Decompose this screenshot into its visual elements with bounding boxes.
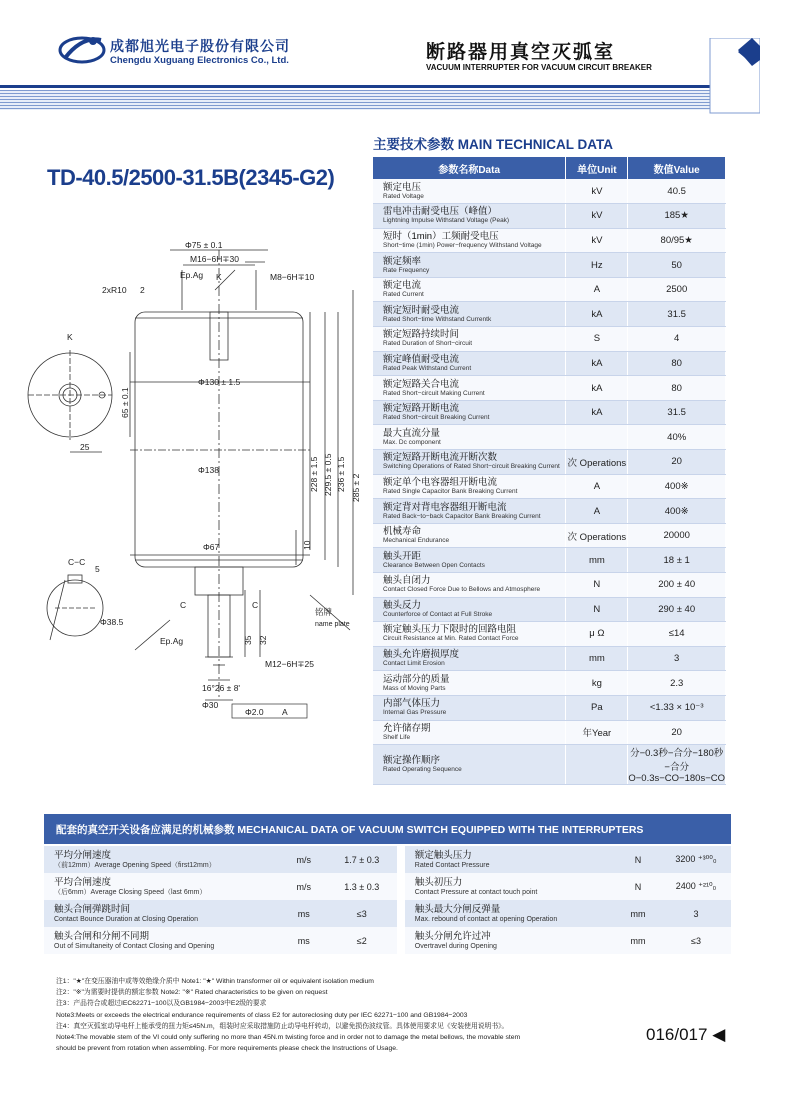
diamond-decoration-icon: [700, 38, 760, 118]
note-line: Note3:Meets or exceeds the electrical endurance requirements of class E2 for autoreclosing duty per IEC 62271−100 and GB1984−2003: [56, 1011, 468, 1019]
param-cell: [373, 695, 566, 720]
unit-cell: Hz: [566, 253, 628, 278]
param-en: Switching Operations of Rated Short−circuit Breaking Current: [383, 463, 560, 471]
unit-cell: Pa: [566, 695, 628, 720]
param-cell: [373, 179, 566, 204]
value-cell: 50: [628, 253, 726, 278]
company-name-cn: 成都旭光电子股份有限公司: [110, 38, 290, 54]
dim-phi38: Φ38.5: [100, 617, 124, 627]
param-cn: 运动部分的质量: [383, 673, 450, 685]
param-en: Circuit Resistance at Min. Rated Contact Force: [383, 635, 519, 643]
param-cn: 额定短路开断电流开断次数: [383, 452, 498, 464]
value-cell: 80/95★: [628, 228, 726, 253]
unit-cell: A: [566, 499, 628, 524]
mech-value: ≤2: [327, 927, 397, 954]
param-cell: [373, 327, 566, 352]
unit-cell: S: [566, 327, 628, 352]
param-en: Contact Limit Erosion: [383, 660, 445, 668]
param-cn: 触头反力: [383, 599, 422, 611]
table-row: [373, 523, 726, 548]
param-en: Rated Duration of Short−circuit: [383, 340, 473, 348]
dim-65: 65 ± 0.1: [120, 387, 130, 418]
table-row: [373, 425, 726, 450]
value-cell: 400※: [628, 499, 726, 524]
param-cn: 内部气体压力: [383, 698, 441, 710]
param-cn: 触头允许磨损厚度: [383, 649, 460, 661]
mechanical-data-table: [44, 846, 731, 954]
mech-en: Contact Bounce Duration at Closing Operation: [54, 915, 198, 923]
param-cell: [373, 745, 566, 785]
unit-cell: 年Year: [566, 720, 628, 745]
unit-cell: N: [566, 597, 628, 622]
unit-cell: kg: [566, 671, 628, 696]
param-cell: [373, 499, 566, 524]
param-cn: 触头自闭力: [383, 575, 431, 587]
mech-en: （后6mm）Average Closing Speed（last 6mm）: [54, 888, 207, 896]
param-cell: [373, 376, 566, 401]
mech-param-right: [405, 927, 615, 954]
value-cell: 20000: [628, 523, 726, 548]
mech-unit: ms: [281, 900, 327, 927]
unit-cell: kA: [566, 302, 628, 327]
param-cn: 最大直流分量: [383, 427, 441, 439]
param-cn: 短时（1min）工频耐受电压: [383, 230, 499, 242]
param-en: Internal Gas Pressure: [383, 709, 447, 717]
mech-value: 3: [661, 900, 731, 927]
dim-25: 25: [80, 442, 90, 452]
note-line: 注2："※"为需要时提供的额定参数 Note2: "※" Rated characteristics to be given on request: [56, 989, 328, 997]
value-cell: 18 ± 1: [628, 548, 726, 573]
mech-cn: 触头初压力: [414, 876, 463, 888]
header-divider: [0, 85, 720, 88]
param-cell: [373, 253, 566, 278]
param-en: Short−time (1min) Power−frequency Withstand Voltage: [383, 241, 542, 249]
param-cell: [373, 671, 566, 696]
mech-param-left: [44, 846, 281, 873]
param-cn: 允许储存期: [383, 722, 431, 734]
mark-k-left: K: [67, 332, 73, 342]
param-en: Contact Closed Force Due to Bellows and Atmosphere: [383, 586, 541, 594]
mech-param-left: [44, 900, 281, 927]
mech-unit: m/s: [281, 873, 327, 900]
table-row: [373, 253, 726, 278]
param-cell: [373, 425, 566, 450]
table-row: [373, 720, 726, 745]
param-cell: [373, 450, 566, 475]
mech-unit: N: [615, 846, 661, 873]
value-cell: 31.5: [628, 400, 726, 425]
param-cn: 额定电流: [383, 280, 422, 292]
param-en: Rated Short−circuit Breaking Current: [383, 414, 490, 422]
table-row: [373, 622, 726, 647]
dim-10: 10: [302, 540, 312, 550]
dim-phi67: Φ67: [203, 542, 220, 552]
param-en: Max. Dc component: [383, 438, 441, 446]
param-en: Rated Operating Sequence: [383, 766, 462, 774]
mech-en: Max. rebound of contact at opening Operation: [414, 915, 558, 923]
dim-m8: M8−6H∓10: [270, 272, 315, 282]
unit-cell: mm: [566, 646, 628, 671]
value-cell: 400※: [628, 474, 726, 499]
param-en: Rated Short−time Withstand Currentk: [383, 315, 492, 323]
mech-unit: ms: [281, 927, 327, 954]
param-cell: [373, 474, 566, 499]
unit-cell: [566, 745, 628, 785]
param-cn: 额定操作顺序: [383, 755, 441, 767]
nameplate-cn: 铭牌: [315, 607, 333, 617]
dim-phi30: Φ30: [202, 700, 219, 710]
value-cell: <1.33 × 10⁻³: [628, 695, 726, 720]
param-en: Shelf Life: [383, 733, 411, 741]
mech-value: ≤3: [661, 927, 731, 954]
param-cell: [373, 228, 566, 253]
header: [0, 0, 800, 118]
table-row: [44, 873, 731, 900]
unit-cell: kA: [566, 351, 628, 376]
value-cell: 31.5: [628, 302, 726, 327]
mech-cn: 触头合闸弹跳时间: [54, 903, 131, 915]
mech-value: 2400 ⁺²¹⁰₀: [661, 873, 731, 900]
table-row: [373, 376, 726, 401]
section-cc-label: C−C: [68, 557, 86, 567]
mark-c-left: C: [180, 600, 187, 610]
unit-cell: kA: [566, 400, 628, 425]
main-data-title: 主要技术参数 MAIN TECHNICAL DATA: [373, 137, 613, 152]
table-row: [373, 745, 726, 785]
mech-param-right: [405, 873, 615, 900]
note-line: Note4:The movable stem of the VI could only suffering no more than 45N.m twisting force and in order not to damage the metal bellows, the movable stem: [56, 1034, 521, 1042]
param-cell: [373, 646, 566, 671]
mech-unit: m/s: [281, 846, 327, 873]
param-en: Rated Short−circuit Making Current: [383, 389, 485, 397]
dim-phi130: Φ130 ± 1.5: [198, 377, 241, 387]
dim-m16: M16−6H∓30: [190, 254, 239, 264]
param-en: Mechanical Endurance: [383, 537, 450, 545]
unit-cell: A: [566, 277, 628, 302]
param-en: Rated Peak Withstand Current: [383, 364, 472, 372]
dim-35: 35: [243, 635, 253, 645]
value-cell: 290 ± 40: [628, 597, 726, 622]
table-row: [373, 671, 726, 696]
table-row: [373, 597, 726, 622]
value-cell: ≤14: [628, 622, 726, 647]
param-en: Counterforce of Contact at Full Stroke: [383, 610, 493, 618]
dim-phi138: Φ138: [198, 465, 219, 475]
mech-param-left: [44, 873, 281, 900]
note-line: 注4：真空灭弧室动导电杆上能承受的扭力矩≤45N.m，组装时应采取措施防止动导电杆转动，以避免损伤波纹管。具体使用要求见《安装使用说明书》。: [56, 1022, 509, 1030]
table-row: [373, 400, 726, 425]
company-name-en: Chengdu Xuguang Electronics Co., Ltd.: [110, 55, 289, 66]
dim-32: 32: [258, 635, 268, 645]
table-row: [44, 900, 731, 927]
param-cn: 额定触头压力下限时的回路电阻: [383, 624, 517, 636]
param-cell: [373, 622, 566, 647]
param-cell: [373, 548, 566, 573]
title-cn: 断路器用真空灭弧室: [426, 42, 616, 63]
note-line: 注1："★"在变压器油中或等效绝缘介质中 Note1: "★" Within transformer oil or equivalent isolation medium: [56, 978, 374, 985]
value-cell: 20: [628, 720, 726, 745]
mark-c-right: C: [252, 600, 259, 610]
table-row: [373, 351, 726, 376]
param-cn: 额定短路开断电流: [383, 403, 460, 415]
unit-cell: kA: [566, 376, 628, 401]
value-cell: 2500: [628, 277, 726, 302]
table-row: [373, 179, 726, 204]
dim-2: 2: [140, 285, 145, 295]
mech-value: 1.7 ± 0.3: [327, 846, 397, 873]
param-cell: [373, 277, 566, 302]
table-row: [373, 548, 726, 573]
tolerance-value: Φ2.0: [245, 707, 264, 717]
company-logo-icon: [57, 32, 107, 68]
table-row: [373, 450, 726, 475]
param-en: Lightning Impulse Withstand Voltage (Peak): [383, 217, 510, 225]
col-name: 参数名称Data: [373, 157, 566, 179]
triangle-left-icon: ◀: [712, 1025, 726, 1044]
param-cell: [373, 573, 566, 598]
tolerance-datum: A: [282, 707, 288, 717]
param-cn: 额定频率: [383, 255, 422, 267]
header-stripe: [0, 90, 720, 110]
mark-k-top: K: [216, 272, 222, 282]
value-cell: 40%: [628, 425, 726, 450]
value-cell: 80: [628, 376, 726, 401]
table-row: [373, 474, 726, 499]
unit-cell: [566, 425, 628, 450]
param-en: Rated Back−to−back Capacitor Bank Breaking Current: [383, 512, 541, 520]
value-cell: 2.3: [628, 671, 726, 696]
unit-cell: kV: [566, 179, 628, 204]
param-cn: 额定短路持续时间: [383, 329, 460, 341]
table-row: [373, 204, 726, 229]
dim-5: 5: [95, 564, 100, 574]
param-cn: 额定峰值耐受电流: [383, 353, 460, 365]
param-en: Rated Single Capacitor Bank Breaking Current: [383, 487, 518, 495]
unit-cell: mm: [566, 548, 628, 573]
unit-cell: kV: [566, 204, 628, 229]
value-cell: 20: [628, 450, 726, 475]
param-en: Rated Current: [383, 291, 424, 299]
dim-phi75: Φ75 ± 0.1: [185, 240, 223, 250]
model-number: TD-40.5/2500-31.5B(2345-G2): [47, 165, 335, 190]
nameplate-en: name plate: [315, 621, 350, 628]
param-en: Mass of Moving Parts: [383, 684, 446, 692]
value-cell: 200 ± 40: [628, 573, 726, 598]
param-cn: 触头开距: [383, 550, 422, 562]
mech-value: 1.3 ± 0.3: [327, 873, 397, 900]
mech-param-right: [405, 900, 615, 927]
param-cell: [373, 523, 566, 548]
main-technical-table: [373, 157, 726, 785]
mech-unit: mm: [615, 927, 661, 954]
table-row: [373, 327, 726, 352]
col-unit: 单位Unit: [566, 157, 628, 179]
unit-cell: 次 Operations: [566, 523, 628, 548]
dim-epag-bottom: Ep.Ag: [160, 636, 184, 646]
mech-param-left: [44, 927, 281, 954]
dim-228: 228 ± 1.5: [309, 456, 319, 492]
param-cn: 额定背对背电容器组开断电流: [383, 501, 507, 513]
note-line: 注3：产品符合或超过IEC62271−100以及GB1984−2003中E2级的要求: [56, 1000, 267, 1008]
mech-en: Rated Contact Pressure: [414, 861, 490, 869]
mech-unit: N: [615, 873, 661, 900]
table-row: [373, 228, 726, 253]
mech-unit: mm: [615, 900, 661, 927]
param-cell: [373, 204, 566, 229]
mech-en: Out of Simultaneity of Contact Closing and Opening: [54, 942, 215, 950]
page-number: 016/017 ◀: [646, 1025, 726, 1044]
param-cell: [373, 351, 566, 376]
param-en: Clearance Between Open Contacts: [383, 561, 485, 569]
col-value: 数值Value: [628, 157, 726, 179]
dim-285: 285 ± 2: [351, 473, 361, 502]
unit-cell: kV: [566, 228, 628, 253]
param-en: Rated Voltage: [383, 192, 424, 200]
technical-drawing: [20, 220, 370, 720]
value-cell: 4: [628, 327, 726, 352]
table-row: [373, 499, 726, 524]
mech-cn: 平均合闸速度: [54, 876, 112, 888]
mech-cn: 触头最大分闸反弹量: [414, 903, 501, 915]
note-line: should be prevent from rotation when assembling. For more requirements please check the Instructions of Usage.: [56, 1045, 398, 1053]
title-en: VACUUM INTERRUPTER FOR VACUUM CIRCUIT BREAKER: [426, 63, 652, 72]
unit-cell: μ Ω: [566, 622, 628, 647]
param-cn: 机械寿命: [383, 526, 422, 538]
table-row: [373, 646, 726, 671]
unit-cell: A: [566, 474, 628, 499]
dim-229: 229.5 ± 0.5: [323, 453, 333, 496]
value-cell: 3: [628, 646, 726, 671]
mech-en: Contact Pressure at contact touch point: [414, 888, 538, 896]
mech-data-title: 配套的真空开关设备应满足的机械参数 MECHANICAL DATA OF VACUUM SWITCH EQUIPPED WITH THE INTERRUPTERS: [44, 814, 731, 844]
mech-cn: 触头合闸和分闸不同期: [54, 930, 150, 942]
value-cell: 40.5: [628, 179, 726, 204]
value-cell: 分−0.3秒−合分−180秒−合分 O−0.3s−CO−180s−CO: [628, 745, 726, 785]
dim-m12: M12−6H∓25: [265, 659, 314, 669]
mech-cn: 触头分闸允许过冲: [414, 930, 491, 942]
table-row: [373, 573, 726, 598]
param-cell: [373, 720, 566, 745]
param-cn: 额定单个电容器组开断电流: [383, 476, 498, 488]
param-cell: [373, 597, 566, 622]
mech-cn: 额定触头压力: [414, 849, 472, 861]
dim-angle: 16°26 ± 8': [202, 683, 241, 693]
mech-en: Overtravel during Opening: [414, 942, 497, 950]
table-row: [44, 846, 731, 873]
dim-236: 236 ± 1.5: [336, 456, 346, 492]
table-row: [44, 927, 731, 954]
notes: [56, 976, 656, 1054]
mech-param-right: [405, 846, 615, 873]
param-cn: 额定短路关合电流: [383, 378, 460, 390]
mech-cn: 平均分闸速度: [54, 849, 112, 861]
value-cell: 185★: [628, 204, 726, 229]
unit-cell: 次 Operations: [566, 450, 628, 475]
param-en: Rate Frequency: [383, 266, 430, 274]
value-cell: 80: [628, 351, 726, 376]
mech-en: （前12mm）Average Opening Speed（first12mm）: [54, 861, 216, 869]
param-cell: [373, 302, 566, 327]
param-cell: [373, 400, 566, 425]
dim-2xr10: 2xR10: [102, 285, 127, 295]
param-cn: 雷电冲击耐受电压（峰值）: [383, 206, 498, 218]
param-cn: 额定电压: [383, 181, 422, 193]
unit-cell: N: [566, 573, 628, 598]
table-row: [373, 302, 726, 327]
mech-value: ≤3: [327, 900, 397, 927]
dim-epag-top: Ep.Ag: [180, 270, 204, 280]
mech-value: 3200 ⁺³⁰⁰₀: [661, 846, 731, 873]
table-row: [373, 695, 726, 720]
table-row: [373, 277, 726, 302]
param-cn: 额定短时耐受电流: [383, 304, 460, 316]
